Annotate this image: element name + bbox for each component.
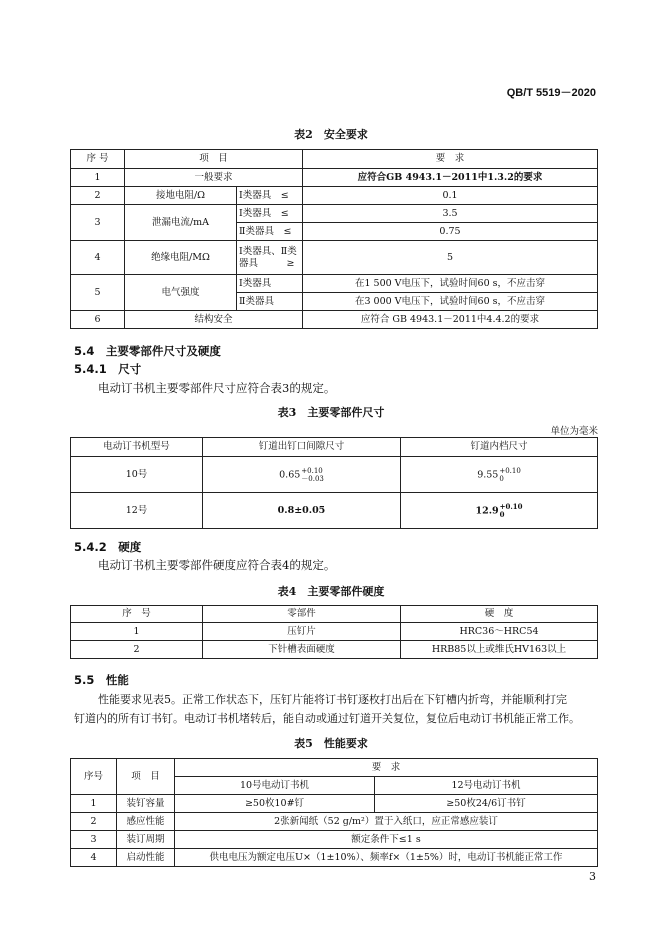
performance-table xyxy=(70,758,598,867)
row-no: 1 xyxy=(71,169,125,187)
row-no: 3 xyxy=(71,205,125,241)
section-5-4-1-heading: 5.4.1 尺寸 xyxy=(74,362,142,376)
table4-caption: 表4 主要零部件硬度 xyxy=(277,585,385,598)
section-5-4-2-text: 电动订书机主要零部件硬度应符合表4的规定。 xyxy=(98,558,336,572)
part-hardness-table xyxy=(70,605,598,659)
row-no: 3 xyxy=(71,831,117,849)
row-requirement: 0.1 xyxy=(303,187,598,205)
standard-number: QB/T 5519－2020 xyxy=(506,87,596,99)
row-width xyxy=(401,493,598,529)
row-gap: 0.8±0.05 xyxy=(203,493,401,529)
row-no: 1 xyxy=(71,623,203,641)
unit-note: 单位为毫米 xyxy=(550,426,598,437)
header-no: 序 号 xyxy=(71,606,203,623)
header-model-12: 12号电动订书机 xyxy=(375,777,598,795)
row-item: 结构安全 xyxy=(125,311,303,329)
section-5-4-heading: 5.4 主要零部件尺寸及硬度 xyxy=(74,344,221,358)
header-gap: 钉道出钉口间隙尺寸 xyxy=(203,438,401,457)
row-subitem xyxy=(237,241,303,275)
row-model-10: ≥50枚10#钉 xyxy=(175,795,375,813)
section-5-4-1-text: 电动订书机主要零部件尺寸应符合表3的规定。 xyxy=(98,381,336,395)
row-hardness: HRC36～HRC54 xyxy=(401,623,598,641)
header-model: 电动订书机型号 xyxy=(71,438,203,457)
header-hardness: 硬 度 xyxy=(401,606,598,623)
row-gap xyxy=(203,457,401,493)
table5-caption: 表5 性能要求 xyxy=(294,737,368,750)
table2-caption: 表2 安全要求 xyxy=(294,128,368,141)
width-value: 9.55 xyxy=(477,469,499,480)
section-5-5-heading: 5.5 性能 xyxy=(74,673,129,687)
row-item: 接地电阻/Ω xyxy=(125,187,237,205)
header-requirement: 要 求 xyxy=(303,150,598,169)
row-no: 1 xyxy=(71,795,117,813)
header-item: 项 目 xyxy=(117,759,175,795)
row-subitem: Ⅱ类器具 ≤ xyxy=(237,223,303,241)
row-item: 感应性能 xyxy=(117,813,175,831)
row-requirement: 供电电压为额定电压U×（1±10%）、频率f×（1±5%）时，电动订书机能正常工作 xyxy=(175,849,598,867)
header-requirement: 要 求 xyxy=(175,759,598,777)
gap-value: 0.65 xyxy=(279,469,301,480)
header-width: 钉道内档尺寸 xyxy=(401,438,598,457)
row-no: 5 xyxy=(71,275,125,311)
row-subitem: Ⅰ类器具 ≤ xyxy=(237,205,303,223)
header-item: 项 目 xyxy=(125,150,303,169)
row-item: 绝缘电阻/MΩ xyxy=(125,241,237,275)
header-part: 零部件 xyxy=(203,606,401,623)
row-hardness: HRB85以上或维氏HV163以上 xyxy=(401,641,598,659)
row-part: 下针槽表面硬度 xyxy=(203,641,401,659)
row-requirement: 在1 500 V电压下，试验时间60 s，不应击穿 xyxy=(303,275,598,293)
row-item: 泄漏电流/mA xyxy=(125,205,237,241)
row-requirement: 5 xyxy=(303,241,598,275)
row-model-12: ≥50枚24/6订书钉 xyxy=(375,795,598,813)
row-requirement: 在3 000 V电压下，试验时间60 s，不应击穿 xyxy=(303,293,598,311)
row-requirement: 应符合 GB 4943.1－2011中4.4.2的要求 xyxy=(303,311,598,329)
header-model-10: 10号电动订书机 xyxy=(175,777,375,795)
part-dimensions-table xyxy=(70,437,598,529)
header-no: 序 号 xyxy=(71,150,125,169)
upper-tolerance: +0.10 xyxy=(301,466,323,475)
row-subitem: Ⅰ类器具 ≤ xyxy=(237,187,303,205)
lower-tolerance: 0 xyxy=(499,509,505,519)
row-requirement: 2张新闻纸（52 g/m²）置于入纸口，应正常感应装订 xyxy=(175,813,598,831)
lower-tolerance: －0.03 xyxy=(301,474,324,483)
header-no: 序号 xyxy=(71,759,117,795)
row-requirement: 0.75 xyxy=(303,223,598,241)
table3-caption: 表3 主要零部件尺寸 xyxy=(277,406,385,419)
row-item: 一般要求 xyxy=(125,169,303,187)
row-model: 12号 xyxy=(71,493,203,529)
upper-tolerance: +0.10 xyxy=(499,466,521,475)
row-subitem: Ⅱ类器具 xyxy=(237,293,303,311)
section-5-5-line: 性能要求见表5。正常工作状态下，压钉片能将订书钉逐枚打出后在下钉槽内折弯，并能顺利打完 xyxy=(98,693,567,706)
width-value: 12.9 xyxy=(475,505,499,516)
row-requirement: 3.5 xyxy=(303,205,598,223)
row-item: 启动性能 xyxy=(117,849,175,867)
row-no: 2 xyxy=(71,187,125,205)
row-item: 装订周期 xyxy=(117,831,175,849)
row-width xyxy=(401,457,598,493)
row-item: 电气强度 xyxy=(125,275,237,311)
page-number: 3 xyxy=(589,870,596,883)
safety-requirements-table xyxy=(70,149,598,329)
subitem-line: Ⅰ类器具、Ⅱ类 xyxy=(239,246,297,258)
row-model: 10号 xyxy=(71,457,203,493)
section-5-4-2-heading: 5.4.2 硬度 xyxy=(74,540,142,554)
row-requirement: 应符合GB 4943.1－2011中1.3.2的要求 xyxy=(303,169,598,187)
subitem-line: 器具 ≥ xyxy=(239,257,295,269)
section-5-5-line: 钉道内的所有订书钉。电动订书机堵转后，能自动或通过钉道开关复位，复位后电动订书机能正常工作。 xyxy=(74,712,580,725)
row-no: 2 xyxy=(71,641,203,659)
lower-tolerance: 0 xyxy=(499,474,504,483)
row-item: 装钉容量 xyxy=(117,795,175,813)
row-part: 压钉片 xyxy=(203,623,401,641)
upper-tolerance: +0.10 xyxy=(499,501,523,511)
row-no: 4 xyxy=(71,849,117,867)
row-requirement: 额定条件下≤1 s xyxy=(175,831,598,849)
row-no: 6 xyxy=(71,311,125,329)
row-subitem: Ⅰ类器具 xyxy=(237,275,303,293)
row-no: 2 xyxy=(71,813,117,831)
row-no: 4 xyxy=(71,241,125,275)
